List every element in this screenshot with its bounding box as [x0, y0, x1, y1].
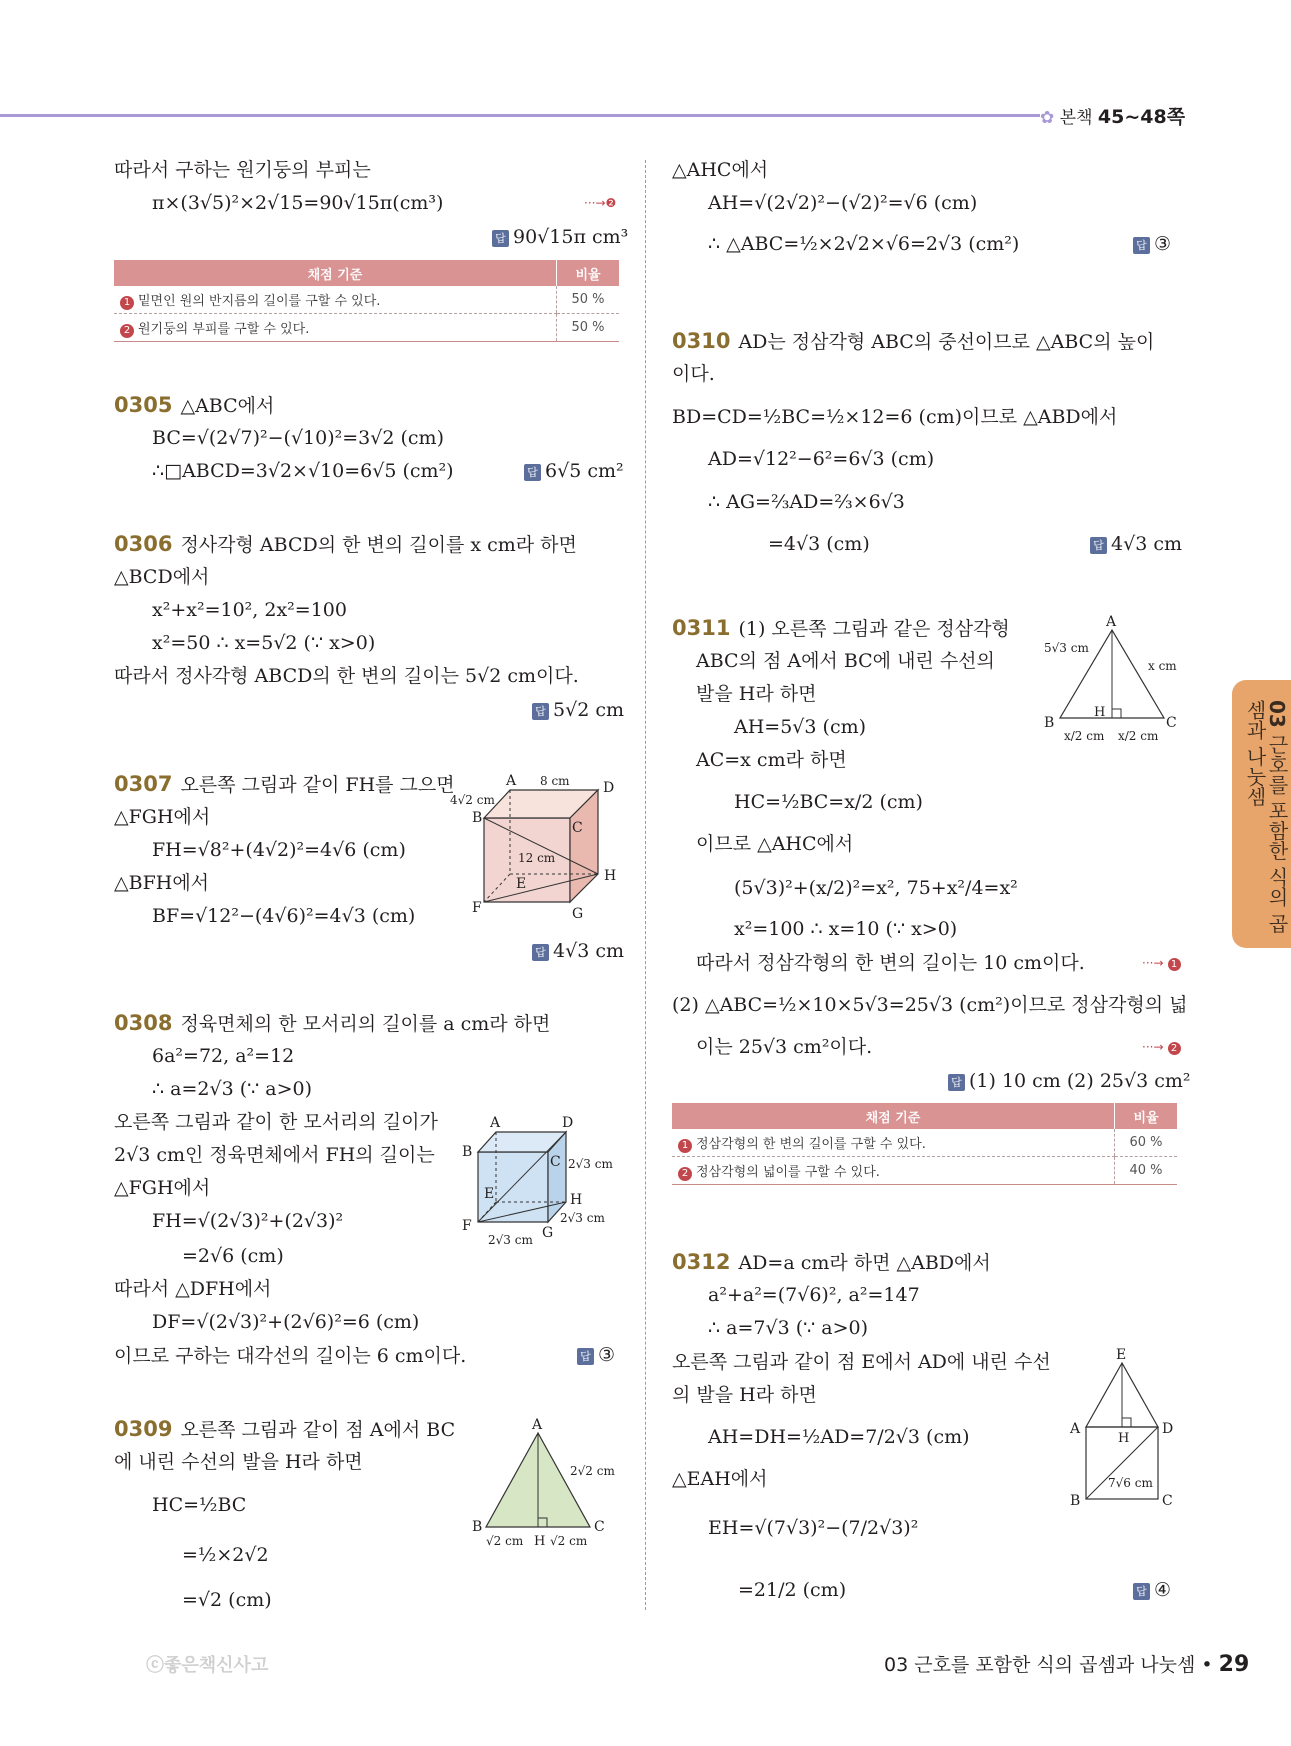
answer-icon: 답	[524, 464, 541, 481]
vertex-a: A	[1070, 1421, 1081, 1437]
vertex-b: B	[1044, 715, 1055, 731]
problem-0308-line: FH=√(2√3)²+(2√3)²	[152, 1210, 344, 1232]
vertex-b: B	[472, 810, 483, 826]
vertex-h: H	[1118, 1431, 1130, 1446]
table-head-ratio: 비율	[1115, 1103, 1178, 1129]
answer-icon: 답	[577, 1348, 594, 1365]
answer: 답 4√3 cm	[1090, 533, 1182, 555]
problem-0312-line: 오른쪽 그림과 같이 점 E에서 AD에 내린 수선	[672, 1351, 1051, 1373]
footer-chapter: 03 근호를 포함한 식의 곱셈과 나눗셈	[884, 1654, 1196, 1676]
problem-0312-line: a²+a²=(7√6)², a²=147	[708, 1284, 920, 1306]
table-row: 2 원기둥의 부피를 구할 수 있다. 50 %	[114, 314, 619, 342]
problem-0306-line: △BCD에서	[114, 566, 210, 588]
problem-0311-line: 이므로 △AHC에서	[696, 833, 854, 855]
vertex-e: E	[1116, 1347, 1127, 1363]
flower-icon: ✿	[1040, 108, 1055, 128]
vertex-b: B	[472, 1519, 483, 1535]
answer-icon: 답	[948, 1074, 965, 1091]
problem-0311-line: AC=x cm라 하면	[696, 749, 847, 771]
edge-label: 8 cm	[540, 774, 570, 788]
problem-number: 0307	[114, 772, 173, 796]
header-pages: 45~48쪽	[1097, 106, 1186, 128]
vertex-g: G	[542, 1225, 554, 1241]
answer-icon: 답	[1133, 237, 1150, 254]
problem-0311-line: (2) △ABC=½×10×5√3=25√3 (cm²)이므로 정삼각형의 넓	[672, 994, 1188, 1016]
problem-0311-line: x²=100 ∴ x=10 (∵ x>0)	[734, 918, 958, 940]
problem-0312-heading: 0312 AD=a cm라 하면 △ABD에서	[672, 1250, 991, 1274]
problem-0309-line: HC=½BC	[152, 1494, 247, 1516]
problem-0311-line: 발을 H라 하면	[696, 683, 817, 705]
problem-0311-line: ABC의 점 A에서 BC에 내린 수선의	[696, 650, 995, 672]
answer: 답 4√3 cm	[532, 940, 624, 962]
publisher-mark: ⓒ좋은책신사고	[146, 1655, 269, 1676]
edge-label: x/2 cm	[1064, 729, 1105, 743]
vertex-f: F	[472, 900, 482, 916]
step-marker: ···→ 2	[1142, 1040, 1181, 1055]
problem-0305-line: BC=√(2√7)²−(√10)²=3√2 (cm)	[152, 427, 444, 449]
table-head-ratio: 비율	[557, 260, 620, 286]
problem-number: 0312	[672, 1250, 731, 1274]
answer: 답 (1) 10 cm (2) 25√3 cm²	[948, 1070, 1191, 1092]
vertex-h: H	[604, 868, 617, 884]
right-top-line: ∴ △ABC=½×2√2×√6=2√3 (cm²)	[708, 233, 1020, 255]
vertex-c: C	[550, 1154, 561, 1170]
problem-0310-line: 이다.	[672, 363, 715, 385]
vertex-c: C	[1166, 715, 1177, 731]
answer: 답 ③	[577, 1344, 615, 1366]
vertex-g: G	[572, 906, 584, 920]
problem-number: 0311	[672, 616, 731, 640]
problem-0310-line: ∴ AG=⅔AD=⅔×6√3	[708, 491, 905, 513]
vertex-c: C	[594, 1519, 605, 1535]
table-head-criteria: 채점 기준	[114, 260, 557, 286]
footer-dot: •	[1201, 1654, 1213, 1676]
column-divider	[645, 160, 646, 1610]
vertex-c: C	[572, 820, 583, 836]
vertex-a: A	[490, 1115, 501, 1131]
edge-label: 2√2 cm	[570, 1464, 615, 1478]
header-rule	[0, 114, 1040, 117]
scoring-table	[114, 260, 619, 342]
problem-0306-heading: 0306 정사각형 ABCD의 한 변의 길이를 x cm라 하면	[114, 532, 577, 556]
problem-0312-line: ∴ a=7√3 (∵ a>0)	[708, 1317, 868, 1339]
scoring-table	[672, 1103, 1177, 1185]
edge-label: 12 cm	[518, 851, 556, 865]
problem-0305-heading: 0305 △ABC에서	[114, 393, 275, 417]
problem-0309-heading: 0309 오른쪽 그림과 같이 점 A에서 BC	[114, 1417, 456, 1441]
page-reference	[1040, 102, 1185, 129]
page-number: 29	[1218, 1652, 1250, 1677]
table-row: 2 정삼각형의 넓이를 구할 수 있다. 40 %	[672, 1157, 1177, 1185]
right-top-line: AH=√(2√2)²−(√2)²=√6 (cm)	[708, 192, 978, 214]
edge-label: √2 cm	[486, 1534, 524, 1548]
vertex-e: E	[516, 876, 527, 892]
answer-icon: 답	[532, 944, 549, 961]
edge-label: 2√3 cm	[568, 1157, 613, 1171]
problem-number: 0305	[114, 393, 173, 417]
problem-0308-line: ∴ a=2√3 (∵ a>0)	[152, 1078, 312, 1100]
problem-0311-line: 이는 25√3 cm²이다.	[696, 1036, 873, 1058]
chapter-tab[interactable]	[1232, 680, 1291, 948]
problem-0308-line: 따라서 △DFH에서	[114, 1278, 272, 1300]
table-head-criteria: 채점 기준	[672, 1103, 1115, 1129]
vertex-b: B	[1070, 1493, 1081, 1509]
answer: 답 ③	[1133, 233, 1171, 255]
vertex-b: B	[462, 1144, 473, 1160]
problem-0308-line: 2√3 cm인 정육면체에서 FH의 길이는	[114, 1144, 435, 1166]
answer: 답 90√15π cm³	[492, 226, 628, 248]
problem-0308-line: 오른쪽 그림과 같이 한 모서리의 길이가	[114, 1111, 438, 1133]
problem-0311-line: 따라서 정삼각형의 한 변의 길이는 10 cm이다.	[696, 952, 1085, 974]
problem-0311-line: AH=5√3 (cm)	[734, 716, 867, 738]
edge-label: √2 cm	[550, 1534, 588, 1548]
problem-0308-heading: 0308 정육면체의 한 모서리의 길이를 a cm라 하면	[114, 1011, 551, 1035]
problem-0310-heading: 0310 AD는 정삼각형 ABC의 중선이므로 △ABC의 높이	[672, 329, 1155, 353]
edge-label: x cm	[1148, 659, 1177, 673]
vertex-h: H	[1094, 705, 1106, 720]
intro-line-1: 따라서 구하는 원기둥의 부피는	[114, 159, 371, 181]
problem-0312-line: AH=DH=½AD=7/2√3 (cm)	[708, 1426, 970, 1448]
vertex-d: D	[562, 1115, 574, 1131]
vertex-d: D	[603, 780, 615, 796]
answer: 답 6√5 cm²	[524, 460, 624, 482]
edge-label: 2√3 cm	[488, 1233, 533, 1247]
triangle-figure-0309	[468, 1415, 628, 1555]
problem-0309-line: =√2 (cm)	[182, 1589, 272, 1611]
problem-0305-line: ∴□ABCD=3√2×√10=6√5 (cm²)	[152, 460, 454, 482]
problem-number: 0308	[114, 1011, 173, 1035]
problem-0311-line: (5√3)²+(x/2)²=x², 75+x²/4=x²	[734, 877, 1018, 899]
vertex-h: H	[534, 1534, 546, 1549]
chapter-tab-label: 03 근호를 포함한 식의 곱셈과 나눗셈	[1243, 700, 1289, 934]
problem-0307-line: BF=√12²−(4√6)²=4√3 (cm)	[152, 905, 416, 927]
edge-label: 5√3 cm	[1044, 641, 1089, 655]
vertex-a: A	[506, 773, 517, 789]
problem-0307-line: △FGH에서	[114, 806, 211, 828]
problem-0312-line: =21/2 (cm)	[738, 1579, 847, 1601]
vertex-d: D	[1162, 1421, 1174, 1437]
problem-number: 0309	[114, 1417, 173, 1441]
cuboid-figure-0307	[448, 770, 628, 920]
problem-0310-line: BD=CD=½BC=½×12=6 (cm)이므로 △ABD에서	[672, 406, 1118, 428]
answer: 답 ④	[1133, 1579, 1171, 1601]
problem-0312-line: △EAH에서	[672, 1468, 768, 1490]
step-marker: ···→❷	[584, 196, 617, 210]
problem-0306-line: x²=50 ∴ x=5√2 (∵ x>0)	[152, 632, 376, 654]
answer: 답 5√2 cm	[532, 699, 624, 721]
problem-0311-heading: 0311 (1) 오른쪽 그림과 같은 정삼각형	[672, 616, 1010, 640]
problem-0308-line: 이므로 구하는 대각선의 길이는 6 cm이다.	[114, 1345, 467, 1367]
problem-0308-line: △FGH에서	[114, 1177, 211, 1199]
problem-0309-line: =½×2√2	[182, 1544, 269, 1566]
answer-icon: 답	[1090, 537, 1107, 554]
problem-0310-line: AD=√12²−6²=6√3 (cm)	[708, 448, 935, 470]
edge-label: 7√6 cm	[1108, 1476, 1153, 1490]
problem-number: 0310	[672, 329, 731, 353]
problem-0306-line: x²+x²=10², 2x²=100	[152, 599, 347, 621]
intro-line-2: π×(3√5)²×2√15=90√15π(cm³)	[152, 192, 444, 214]
vertex-c: C	[1162, 1493, 1173, 1509]
problem-0309-line: 에 내린 수선의 발을 H라 하면	[114, 1451, 363, 1473]
problem-0307-line: FH=√8²+(4√2)²=4√6 (cm)	[152, 839, 406, 861]
vertex-a: A	[1106, 614, 1117, 630]
answer-icon: 답	[532, 703, 549, 720]
triangle-figure-0311	[1040, 614, 1180, 759]
problem-0307-line: △BFH에서	[114, 872, 210, 894]
square-figure-0312	[1058, 1345, 1188, 1515]
vertex-a: A	[532, 1417, 543, 1433]
answer-icon: 답	[492, 230, 509, 247]
table-row: 1 정삼각형의 한 변의 길이를 구할 수 있다. 60 %	[672, 1129, 1177, 1157]
problem-0306-line: 따라서 정사각형 ABCD의 한 변의 길이는 5√2 cm이다.	[114, 665, 579, 687]
problem-0308-line: 6a²=72, a²=12	[152, 1045, 295, 1067]
problem-0312-line: EH=√(7√3)²−(7/2√3)²	[708, 1517, 919, 1539]
problem-0310-line: =4√3 (cm)	[768, 533, 870, 555]
answer-icon: 답	[1133, 1583, 1150, 1600]
vertex-e: E	[484, 1186, 495, 1202]
table-row: 1 밑면인 원의 반지름의 길이를 구할 수 있다. 50 %	[114, 286, 619, 314]
problem-0311-line: HC=½BC=x/2 (cm)	[734, 791, 923, 813]
edge-label: 2√3 cm	[560, 1211, 605, 1225]
problem-0308-line: =2√6 (cm)	[182, 1245, 284, 1267]
problem-0308-line: DF=√(2√3)²+(2√6)²=6 (cm)	[152, 1311, 420, 1333]
problem-0307-heading: 0307 오른쪽 그림과 같이 FH를 그으면	[114, 772, 455, 796]
cube-figure-0308	[458, 1110, 628, 1250]
edge-label: 4√2 cm	[450, 793, 495, 807]
right-top-line: △AHC에서	[672, 159, 769, 181]
page-footer	[884, 1650, 1249, 1677]
problem-0312-line: 의 발을 H라 하면	[672, 1384, 817, 1406]
problem-number: 0306	[114, 532, 173, 556]
header-label: 본책	[1059, 108, 1093, 128]
step-marker: ···→ 1	[1142, 956, 1181, 971]
vertex-h: H	[570, 1192, 583, 1208]
edge-label: x/2 cm	[1118, 729, 1159, 743]
vertex-f: F	[462, 1218, 472, 1234]
